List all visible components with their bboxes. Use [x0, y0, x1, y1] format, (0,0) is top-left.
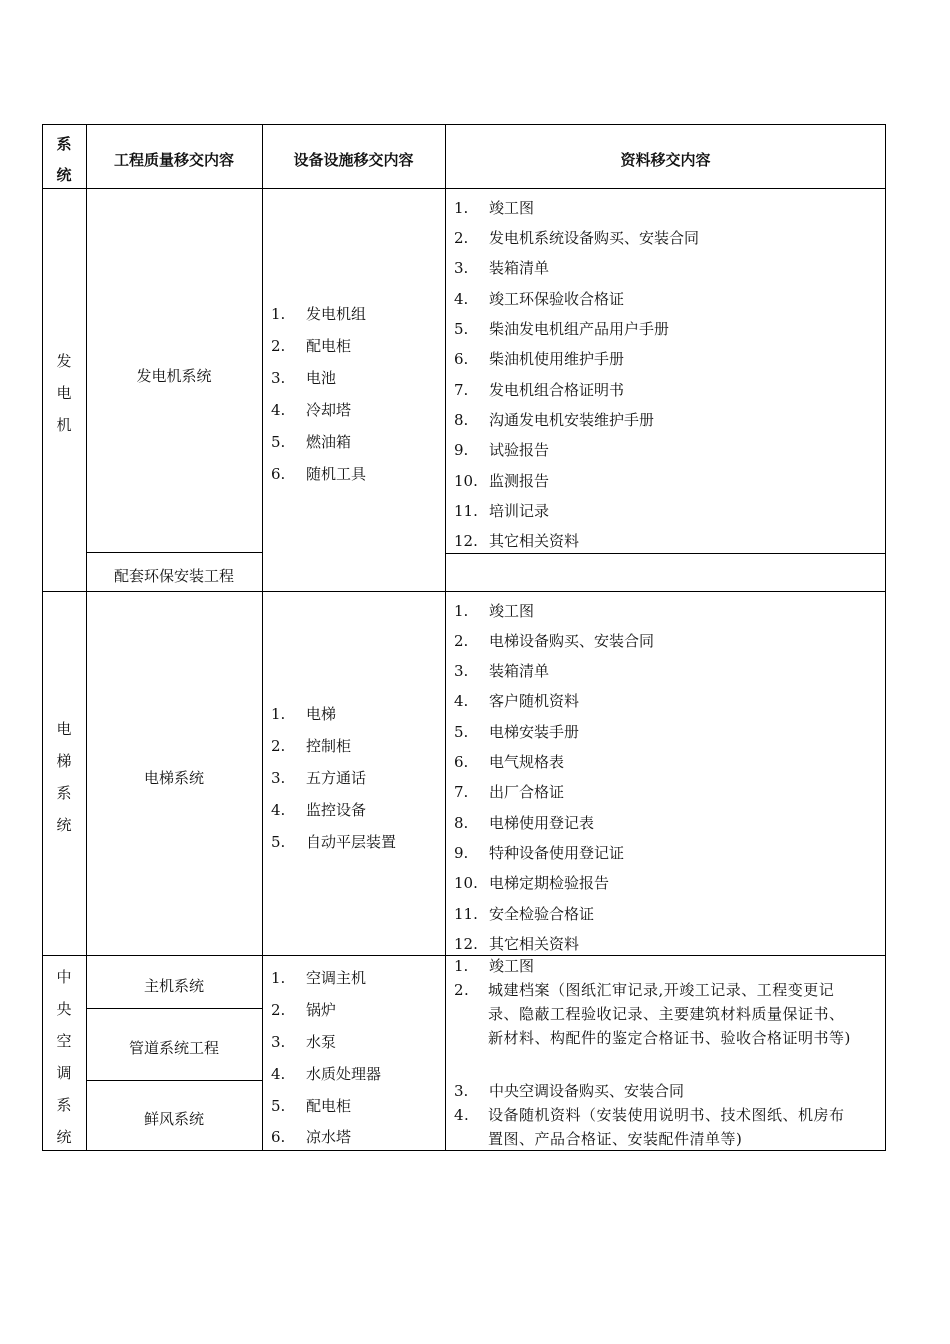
list-item: 4. 水质处理器: [271, 1065, 382, 1083]
table-border-top: [42, 124, 886, 125]
list-item: 10. 监测报告: [454, 472, 550, 490]
list-item: 3. 电池: [271, 369, 337, 387]
elevator-system-label: 电梯系统: [56, 720, 72, 834]
list-item: 1. 竣工图: [454, 957, 535, 975]
header-bottom-line: [42, 188, 886, 189]
list-item: 3. 水泵: [271, 1033, 337, 1051]
elevator-row-bottom-line: [42, 955, 886, 956]
list-item: 5. 电梯安装手册: [454, 723, 580, 741]
list-item: 3. 五方通话: [271, 769, 367, 787]
list-item: 8. 电梯使用登记表: [454, 814, 595, 832]
list-item: 11. 培训记录: [454, 502, 550, 520]
list-item: 5. 配电柜: [271, 1097, 352, 1115]
col-line-1: [86, 124, 87, 1151]
list-item: 5. 柴油发电机组产品用户手册: [454, 320, 670, 338]
list-item: 7. 出厂合格证: [454, 783, 565, 801]
list-item: 4. 设备随机资料（安装使用说明书、技术图纸、机房布置图、产品合格证、安装配件清单等): [454, 1106, 845, 1148]
hvac-quality-1: 主机系统: [143, 977, 204, 995]
col-line-2: [262, 124, 263, 1151]
list-item: 11. 安全检验合格证: [454, 905, 595, 923]
list-item: 1. 电梯: [271, 705, 337, 723]
list-item: 2. 配电柜: [271, 337, 352, 355]
generator-sub-line-quality: [86, 552, 262, 553]
generator-quality-2: 配套环保安装工程: [113, 567, 234, 585]
col-line-3: [445, 124, 446, 1151]
list-item: 2. 发电机系统设备购买、安装合同: [454, 229, 700, 247]
list-item: 5. 燃油箱: [271, 433, 352, 451]
list-item: 4. 客户随机资料: [454, 692, 580, 710]
generator-row-bottom-line: [42, 591, 886, 592]
table-border-right: [885, 124, 886, 1151]
list-item: 12. 其它相关资料: [454, 532, 580, 550]
list-item: 4. 冷却塔: [271, 401, 352, 419]
list-item: 2. 城建档案（图纸汇审记录,开竣工记录、工程变更记录、隐蔽工程验收记录、主要建筑材料质量保证书、新材料、构配件的鉴定合格证书、验收合格证明书等): [454, 981, 851, 1047]
list-item: 6. 柴油机使用维护手册: [454, 350, 625, 368]
generator-quality-1: 发电机系统: [136, 367, 212, 385]
header-documents: 资料移交内容: [620, 151, 711, 169]
list-item: 3. 中央空调设备购买、安装合同: [454, 1082, 685, 1100]
hvac-quality-2: 管道系统工程: [128, 1039, 219, 1057]
list-item: 9. 试验报告: [454, 441, 550, 459]
table-border-left: [42, 124, 43, 1151]
list-item: 4. 监控设备: [271, 801, 367, 819]
list-item: 2. 锅炉: [271, 1001, 337, 1019]
list-item: 1. 竣工图: [454, 199, 535, 217]
list-item: 4. 竣工环保验收合格证: [454, 290, 625, 308]
elevator-quality: 电梯系统: [143, 769, 204, 787]
generator-system-label: 发电机: [56, 352, 72, 434]
list-item: 2. 控制柜: [271, 737, 352, 755]
generator-sub-line-docs: [445, 553, 886, 554]
header-equipment: 设备设施移交内容: [293, 151, 414, 169]
list-item: 8. 沟通发电机安装维护手册: [454, 411, 655, 429]
list-item: 3. 装箱清单: [454, 662, 550, 680]
list-item: 10. 电梯定期检验报告: [454, 874, 610, 892]
list-item: 1. 竣工图: [454, 602, 535, 620]
hvac-quality-3: 鲜风系统: [143, 1110, 204, 1128]
header-quality: 工程质量移交内容: [113, 151, 234, 169]
list-item: 6. 随机工具: [271, 465, 367, 483]
hvac-sub-line-1: [86, 1008, 262, 1009]
list-item: 1. 发电机组: [271, 305, 367, 323]
list-item: 2. 电梯设备购买、安装合同: [454, 632, 655, 650]
list-item: 3. 装箱清单: [454, 259, 550, 277]
list-item: 6. 电气规格表: [454, 753, 565, 771]
list-item: 9. 特种设备使用登记证: [454, 844, 625, 862]
hvac-system-label: 中央空调系统: [56, 968, 72, 1146]
list-item: 6. 凉水塔: [271, 1128, 352, 1146]
list-item: 1. 空调主机: [271, 969, 367, 987]
list-item: 5. 自动平层装置: [271, 833, 397, 851]
header-system: 系统: [56, 135, 72, 184]
list-item: 12. 其它相关资料: [454, 935, 580, 953]
hvac-sub-line-2: [86, 1080, 262, 1081]
list-item: 7. 发电机组合格证明书: [454, 381, 625, 399]
